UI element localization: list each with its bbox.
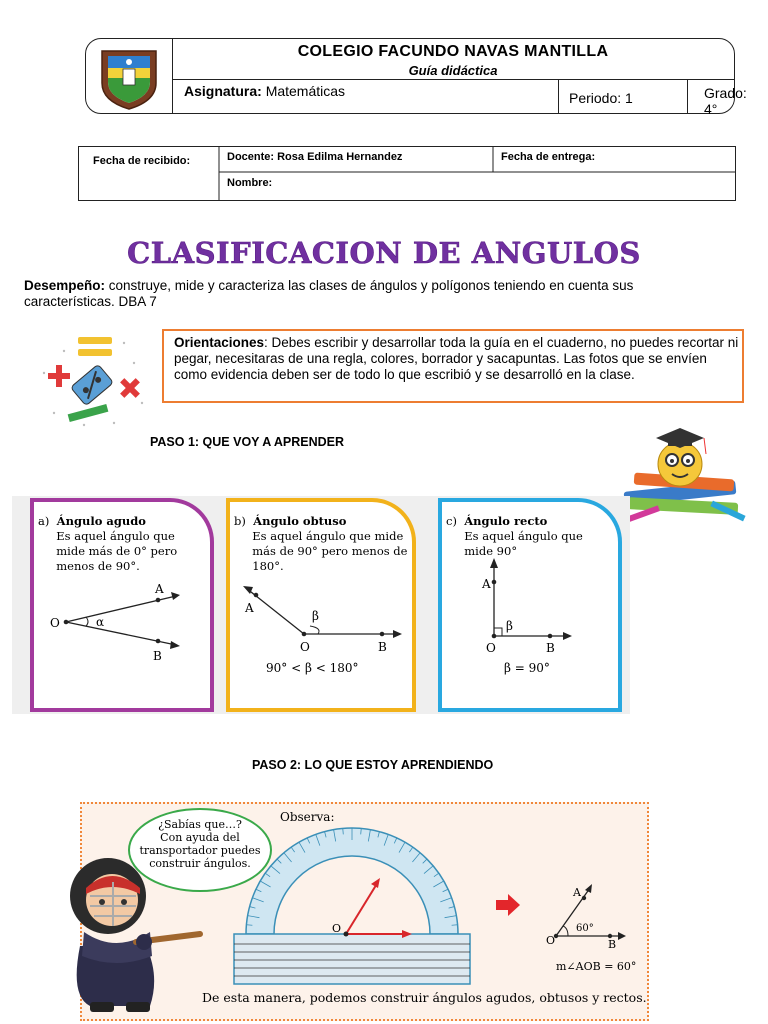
- delivery-date-label: Fecha de entrega:: [501, 151, 596, 163]
- acute-desc-2: mide más de 0° pero: [56, 544, 178, 558]
- right-angle-diagram: [442, 502, 618, 708]
- subject-field: [184, 83, 345, 99]
- right-vertex-label: O: [486, 641, 496, 655]
- obtuse-title: Ángulo obtuso: [253, 514, 347, 528]
- obtuse-letter: b): [234, 514, 246, 528]
- sixty-point-a-label: A: [573, 886, 581, 899]
- observe-label: Observa:: [280, 810, 335, 824]
- footer-caption: De esta manera, podemos construir ángulos agudos, obtusos y rectos.: [202, 990, 647, 1005]
- obtuse-beta-label: β: [312, 609, 319, 623]
- acute-point-a-label: A: [155, 582, 164, 596]
- protractor-vertex-label: O: [332, 922, 342, 935]
- right-desc-1: Es aquel ángulo que: [464, 529, 583, 543]
- obtuse-formula: 90° < β < 180°: [266, 661, 359, 675]
- guide-subtitle: Guía didáctica: [408, 63, 498, 78]
- right-letter: c): [446, 514, 457, 528]
- red-arrow-icon: [496, 894, 522, 916]
- card-obtuse-angle: [226, 498, 416, 712]
- orientation-body: : Debes escribir y desarrollar toda la guía en el cuaderno, no puedes recortar ni pegar, necesitaras de una regla, colores, borrador y sacapuntas. Las fotos que se envíen como evidencia deben ser de todo lo que escribió y se desarrolló en la clase.: [174, 335, 739, 382]
- step1-heading: PASO 1: QUE VOY A APRENDER: [150, 435, 345, 449]
- subject-value: Matemáticas: [265, 83, 346, 99]
- school-name: COLEGIO FACUNDO NAVAS MANTILLA: [297, 43, 609, 60]
- performance-text: [24, 278, 704, 310]
- acute-letter: a): [38, 514, 50, 528]
- right-beta-label: β: [506, 619, 513, 633]
- school-shield-logo: [86, 39, 172, 113]
- bubble-line-1: ¿Sabías que…?: [158, 818, 242, 831]
- sixty-degree-label: 60°: [576, 923, 594, 934]
- info-table: [78, 146, 736, 201]
- header-box: [85, 38, 747, 117]
- right-desc-2: mide 90°: [464, 544, 518, 558]
- math-symbols-icon: [34, 333, 150, 433]
- sixty-vertex-label: O: [546, 934, 556, 947]
- bubble-line-2: Con ayuda del: [160, 831, 240, 844]
- acute-point-b-label: B: [153, 649, 162, 663]
- sixty-point-b-label: B: [608, 938, 617, 950]
- orientation-box: [162, 329, 744, 403]
- card-right-angle: [438, 498, 622, 712]
- period-value: Periodo: 1: [569, 90, 633, 106]
- right-point-b-label: B: [546, 641, 555, 655]
- step2-heading: PASO 2: LO QUE ESTOY APRENDIENDO: [252, 758, 494, 772]
- acute-desc-1: Es aquel ángulo que: [56, 529, 175, 543]
- student-name-label: Nombre:: [227, 177, 273, 189]
- acute-angle-diagram: [34, 502, 210, 708]
- card-acute-angle: [30, 498, 214, 712]
- obtuse-desc-3: 180°.: [252, 559, 284, 573]
- received-date-label: Fecha de recibido:: [93, 155, 191, 167]
- acute-title: Ángulo agudo: [56, 514, 146, 528]
- right-point-a-label: A: [482, 577, 491, 591]
- obtuse-point-b-label: B: [378, 640, 387, 654]
- teacher-label: Docente: Rosa Edilma Hernandez: [227, 151, 403, 163]
- orientation-label: Orientaciones: [174, 335, 265, 350]
- acute-alpha-label: α: [96, 615, 105, 629]
- page-title: CLASIFICACION DE ANGULOS: [127, 236, 641, 270]
- angle-measure: m∠AOB = 60°: [556, 960, 637, 973]
- subject-label: Asignatura:: [184, 83, 262, 99]
- header-row: [172, 79, 747, 117]
- performance-label: Desempeño:: [24, 278, 106, 293]
- bubble-line-3: transportador puedes: [139, 844, 261, 857]
- right-title: Ángulo recto: [464, 514, 548, 528]
- sixty-degree-diagram: [540, 880, 630, 950]
- obtuse-desc-2: más de 90° pero menos de: [252, 544, 408, 558]
- grade-value: Grado: 4°: [704, 85, 747, 117]
- period-cell: [558, 80, 688, 114]
- obtuse-desc-1: Es aquel ángulo que mide: [252, 529, 404, 543]
- bubble-line-4: construir ángulos.: [149, 857, 251, 870]
- obtuse-point-a-label: A: [245, 601, 254, 615]
- acute-vertex-label: O: [50, 616, 60, 630]
- protractor-icon: [228, 822, 478, 992]
- acute-desc-3: menos de 90°.: [56, 559, 140, 573]
- right-formula: β = 90°: [504, 661, 550, 675]
- school-logo-cell: [86, 39, 173, 113]
- obtuse-angle-diagram: [230, 502, 412, 708]
- obtuse-vertex-label: O: [300, 640, 310, 654]
- performance-body: construye, mide y caracteriza las clases de ángulos y polígonos teniendo en cuenta sus características. DBA 7: [24, 278, 634, 309]
